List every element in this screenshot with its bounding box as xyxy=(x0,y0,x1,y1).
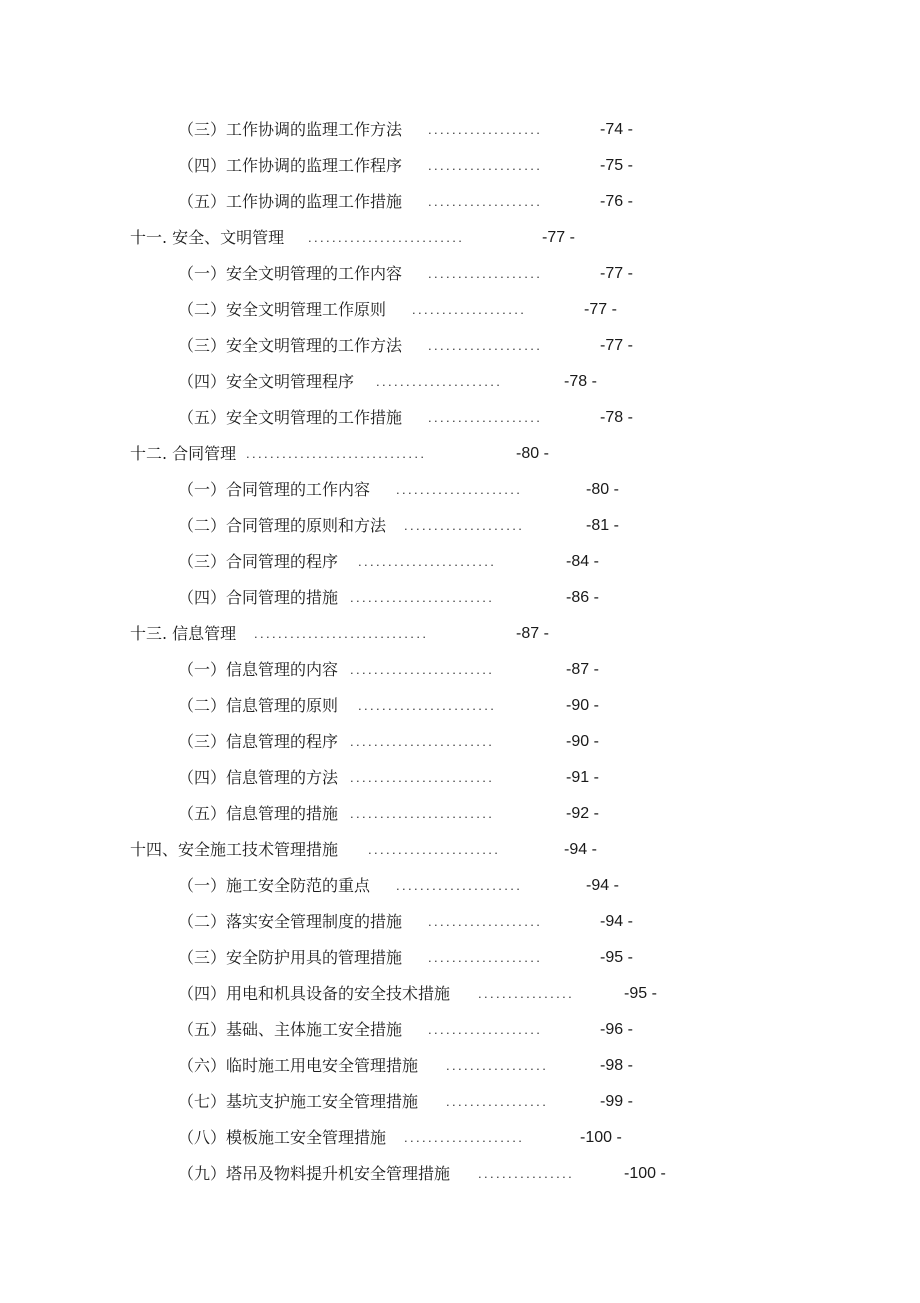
toc-leader-dots: ........................ xyxy=(350,770,495,785)
toc-entry-chapter[interactable] xyxy=(130,622,549,646)
toc-leader-dots: ....................... xyxy=(358,698,497,713)
toc-entry-title: （四）信息管理的方法 xyxy=(178,768,339,787)
toc-entry-title: （三）合同管理的程序 xyxy=(178,552,339,571)
toc-entry-title: （一）信息管理的内容 xyxy=(178,660,339,679)
toc-page-number: -87 - xyxy=(516,625,549,642)
toc-leader-dots: ................... xyxy=(428,950,543,965)
toc-entry[interactable] xyxy=(178,946,633,970)
toc-entry-title: （一）合同管理的工作内容 xyxy=(178,480,371,499)
toc-leader-dots: .................... xyxy=(404,518,525,533)
toc-leader-dots: ................... xyxy=(428,410,543,425)
toc-entry[interactable] xyxy=(178,406,633,430)
toc-entry[interactable] xyxy=(178,262,633,286)
toc-entry[interactable] xyxy=(178,694,599,718)
toc-entry[interactable] xyxy=(178,1126,622,1150)
toc-leader-dots: ................... xyxy=(428,266,543,281)
toc-page-number: -76 - xyxy=(600,193,633,210)
toc-entry-title: （五）工作协调的监理工作措施 xyxy=(178,192,403,211)
toc-leader-dots: ................... xyxy=(428,122,543,137)
toc-leader-dots: ........................ xyxy=(350,662,495,677)
toc-entry-title: （二）安全文明管理工作原则 xyxy=(178,300,387,319)
toc-page-number: -92 - xyxy=(566,805,599,822)
toc-leader-dots: ................... xyxy=(428,158,543,173)
toc-leader-dots: .............................. xyxy=(246,446,427,461)
toc-entry[interactable] xyxy=(178,658,599,682)
toc-entry[interactable] xyxy=(178,550,599,574)
toc-page-number: -75 - xyxy=(600,157,633,174)
toc-leader-dots: ........................ xyxy=(350,806,495,821)
toc-entry[interactable] xyxy=(178,478,619,502)
toc-page-number: -78 - xyxy=(564,373,597,390)
toc-page-number: -94 - xyxy=(586,877,619,894)
toc-entry-title: （二）合同管理的原则和方法 xyxy=(178,516,387,535)
toc-leader-dots: ............................. xyxy=(254,626,429,641)
toc-entry[interactable] xyxy=(178,334,633,358)
toc-leader-dots: ................ xyxy=(478,1166,575,1181)
toc-entry[interactable] xyxy=(178,1054,633,1078)
toc-leader-dots: ........................ xyxy=(350,590,495,605)
toc-entry-title: 十四、安全施工技术管理措施 xyxy=(130,840,339,859)
toc-page-number: -87 - xyxy=(566,661,599,678)
toc-entry-title: （六）临时施工用电安全管理措施 xyxy=(178,1056,419,1075)
toc-entry-title: （一）施工安全防范的重点 xyxy=(178,876,371,895)
toc-entry-title: （九）塔吊及物料提升机安全管理措施 xyxy=(178,1164,451,1183)
toc-entry[interactable] xyxy=(178,1090,633,1114)
toc-leader-dots: ................... xyxy=(412,302,527,317)
toc-entry-title: （五）安全文明管理的工作措施 xyxy=(178,408,403,427)
toc-entry[interactable] xyxy=(178,1018,633,1042)
toc-entry-title: （四）安全文明管理程序 xyxy=(178,372,355,391)
toc-leader-dots: ................. xyxy=(446,1094,549,1109)
toc-entry[interactable] xyxy=(178,910,633,934)
toc-entry[interactable] xyxy=(178,370,597,394)
toc-page-number: -95 - xyxy=(600,949,633,966)
toc-entry-title: （三）安全防护用具的管理措施 xyxy=(178,948,403,967)
toc-leader-dots: .................... xyxy=(404,1130,525,1145)
toc-leader-dots: ........................ xyxy=(350,734,495,749)
toc-leader-dots: ................... xyxy=(428,1022,543,1037)
toc-entry-title: （二）落实安全管理制度的措施 xyxy=(178,912,403,931)
toc-entry-title: 十二. 合同管理 xyxy=(130,444,237,463)
toc-entry[interactable] xyxy=(178,118,633,142)
toc-entry-title: （三）工作协调的监理工作方法 xyxy=(178,120,403,139)
toc-page-number: -94 - xyxy=(564,841,597,858)
toc-entry[interactable] xyxy=(178,190,633,214)
toc-entry-title: 十一. 安全、文明管理 xyxy=(130,228,285,247)
toc-page-number: -91 - xyxy=(566,769,599,786)
toc-page-number: -81 - xyxy=(586,517,619,534)
toc-leader-dots: ................... xyxy=(428,194,543,209)
toc-page-number: -95 - xyxy=(624,985,657,1002)
toc-entry[interactable] xyxy=(178,298,617,322)
toc-entry-chapter[interactable] xyxy=(130,838,597,862)
toc-entry-title: （四）工作协调的监理工作程序 xyxy=(178,156,403,175)
toc-page-number: -78 - xyxy=(600,409,633,426)
toc-leader-dots: ................. xyxy=(446,1058,549,1073)
toc-page-number: -77 - xyxy=(584,301,617,318)
toc-entry[interactable] xyxy=(178,766,599,790)
toc-page-number: -100 - xyxy=(624,1165,666,1182)
toc-page-number: -99 - xyxy=(600,1093,633,1110)
toc-page-number: -74 - xyxy=(600,121,633,138)
toc-page-number: -100 - xyxy=(580,1129,622,1146)
toc-entry-title: （八）模板施工安全管理措施 xyxy=(178,1128,387,1147)
toc-leader-dots: ..................... xyxy=(396,482,523,497)
toc-leader-dots: ....................... xyxy=(358,554,497,569)
toc-entry-title: 十三. 信息管理 xyxy=(130,624,237,643)
toc-leader-dots: ..................... xyxy=(396,878,523,893)
toc-page-number: -90 - xyxy=(566,697,599,714)
toc-leader-dots: ................... xyxy=(428,914,543,929)
toc-entry[interactable] xyxy=(178,982,657,1006)
toc-entry-title: （三）安全文明管理的工作方法 xyxy=(178,336,403,355)
toc-entry-chapter[interactable] xyxy=(130,226,575,250)
toc-entry[interactable] xyxy=(178,730,599,754)
toc-entry-title: （一）安全文明管理的工作内容 xyxy=(178,264,403,283)
toc-leader-dots: ................ xyxy=(478,986,575,1001)
toc-page-number: -94 - xyxy=(600,913,633,930)
toc-entry[interactable] xyxy=(178,874,619,898)
toc-leader-dots: ...................... xyxy=(368,842,501,857)
toc-entry[interactable] xyxy=(178,154,633,178)
toc-entry-title: （七）基坑支护施工安全管理措施 xyxy=(178,1092,419,1111)
toc-entry-title: （五）基础、主体施工安全措施 xyxy=(178,1020,403,1039)
toc-entry-title: （五）信息管理的措施 xyxy=(178,804,339,823)
toc-entry-chapter[interactable] xyxy=(130,442,549,466)
toc-entry[interactable] xyxy=(178,1162,666,1186)
toc-page-number: -98 - xyxy=(600,1057,633,1074)
toc-page-number: -96 - xyxy=(600,1021,633,1038)
toc-page-number: -77 - xyxy=(600,337,633,354)
toc-entry-title: （三）信息管理的程序 xyxy=(178,732,339,751)
toc-entry[interactable] xyxy=(178,586,599,610)
toc-page-number: -90 - xyxy=(566,733,599,750)
toc-page-number: -77 - xyxy=(542,229,575,246)
toc-page-number: -86 - xyxy=(566,589,599,606)
toc-page-number: -84 - xyxy=(566,553,599,570)
toc-entry[interactable] xyxy=(178,514,619,538)
toc-leader-dots: .......................... xyxy=(308,230,465,245)
toc-page-number: -80 - xyxy=(586,481,619,498)
toc-page-number: -77 - xyxy=(600,265,633,282)
toc-entry-title: （四）用电和机具设备的安全技术措施 xyxy=(178,984,451,1003)
toc-entry-title: （四）合同管理的措施 xyxy=(178,588,339,607)
toc-leader-dots: ..................... xyxy=(376,374,503,389)
toc-entry[interactable] xyxy=(178,802,599,826)
toc-leader-dots: ................... xyxy=(428,338,543,353)
toc-page-number: -80 - xyxy=(516,445,549,462)
toc-entry-title: （二）信息管理的原则 xyxy=(178,696,339,715)
